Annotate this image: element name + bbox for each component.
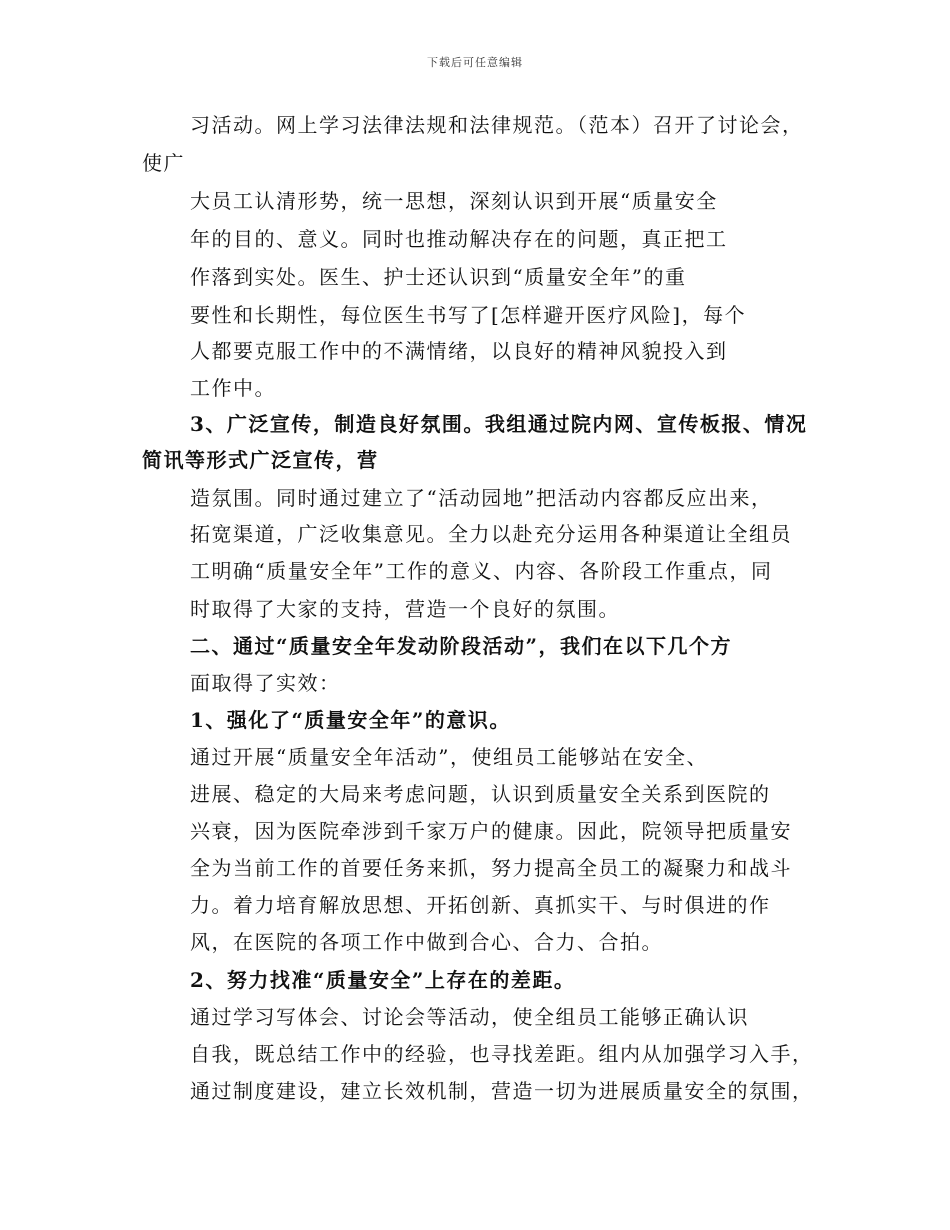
section-heading: 1、强化了“质量安全年”的意识。 [190,708,511,732]
text-line: 通过学习写体会、讨论会等活动，使全组员工能够正确认识 [190,1005,749,1029]
section-heading: 简讯等形式广泛宣传，营 [142,448,379,472]
text-line: 工明确“质量安全年”工作的意义、内容、各阶段工作重点，同 [190,559,773,583]
text-line: 年的目的、意义。同时也推动解决存在的问题，真正把工 [190,227,728,251]
text-line: 通过制度建设，建立长效机制，营造一切为进展质量安全的氛围， [190,1079,814,1103]
text-line: 习活动。网上学习法律法规和法律规范。（范本）召开了讨论会， [190,113,804,137]
page-header: 下载后可任意编辑 [427,56,523,69]
text-line: 大员工认清形势，统一思想，深刻认识到开展“质量安全 [190,189,718,213]
text-line: 工作中。 [190,376,276,400]
text-line: 要性和长期性，每位医生书写了[怎样避开医疗风险]，每个 [190,303,747,327]
text-line: 风，在医院的各项工作中做到合心、合力、合拍。 [190,930,663,954]
section-heading: 3、广泛宣传，制造良好氛围。我组通过院内网、宣传板报、情况 [190,412,808,436]
text-line: 进展、稳定的大局来考虑问题，认识到质量安全关系到医院的 [190,782,771,806]
text-line: 自我，既总结工作中的经验，也寻找差距。组内从加强学习入手， [190,1042,814,1066]
text-line: 造氛围。同时通过建立了“活动园地”把活动内容都反应出来， [190,486,773,510]
text-line: 时取得了大家的支持，营造一个良好的氛围。 [190,597,620,621]
text-line: 全为当前工作的首要任务来抓，努力提高全员工的凝聚力和战斗 [190,856,792,880]
section-heading: 二、通过“质量安全年发动阶段活动”，我们在以下几个方 [190,634,733,658]
text-line: 通过开展“质量安全年活动”，使组员工能够站在安全、 [190,745,708,769]
text-line: 使广 [142,151,185,175]
text-line: 力。着力培育解放思想、开拓创新、真抓实干、与时俱进的作 [190,893,771,917]
section-heading: 2、努力找准“质量安全”上存在的差距。 [190,968,576,992]
text-line: 面取得了实效： [190,671,341,695]
text-line: 拓宽渠道，广泛收集意见。全力以赴充分运用各种渠道让全组员 [190,522,792,546]
text-line: 人都要克服工作中的不满情绪，以良好的精神风貌投入到 [190,339,728,363]
text-line: 兴衰，因为医院牵涉到千家万户的健康。因此，院领导把质量安 [190,819,792,843]
text-line: 作落到实处。医生、护士还认识到“质量安全年”的重 [190,265,687,289]
